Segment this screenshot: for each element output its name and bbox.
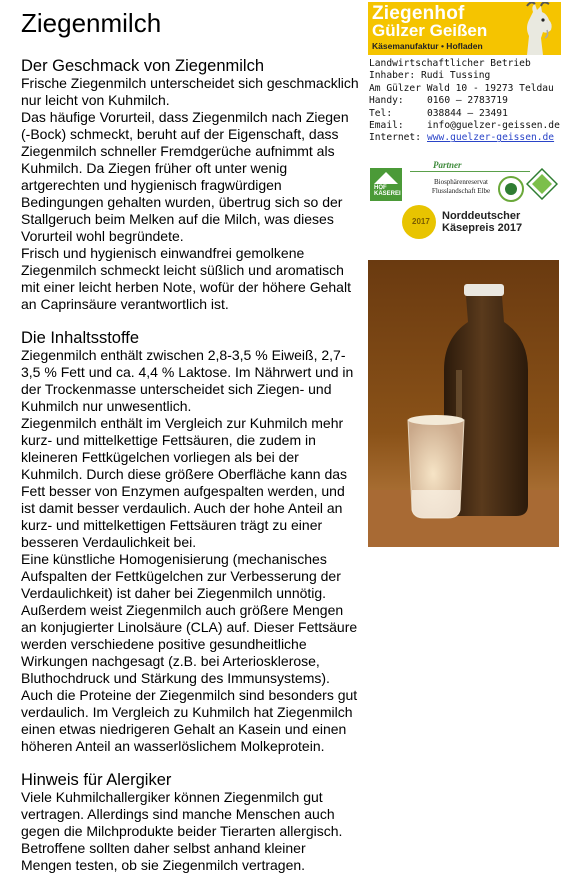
address-line: Am Gülzer Wald 10 - 19273 Teldau [369, 82, 554, 94]
paragraph: Das häufige Vorurteil, dass Ziegenmilch nach Ziegen (-Bock) schmeckt, beruht auf der Eigenschaft, dass Ziegenmilch schneller Fremdgerüche aufnimmt als Kuhmilch. Da Ziegen früher oft unter wenig artgerechten und hygienisch fragwürdigen Bedingungen gehalten wurden, übertrug sich so der Stallgeruch beim Melken auf die Milch, was dieses Vorurteil wohl begründete. [21, 109, 349, 244]
section-allergiker [21, 772, 359, 874]
internet-label: Internet: [369, 132, 421, 144]
logo-line2: Gülzer Geißen [372, 21, 488, 40]
partner-block [368, 160, 560, 202]
tel-label: Tel: [369, 107, 393, 119]
handy-label: Handy: [369, 95, 404, 107]
paragraph: Frische Ziegenmilch unterscheidet sich geschmacklich nur leicht von Kuhmilch. [21, 75, 359, 108]
owner-line: Inhaber: Rudi Tussing [369, 70, 491, 82]
handy-row [369, 95, 560, 107]
biosphere-logo[interactable] [422, 178, 500, 196]
milk-bottle-photo [368, 260, 559, 547]
house-icon [370, 168, 402, 186]
paragraph: Ziegenmilch enthält zwischen 2,8-3,5 % Eiweiß, 2,7-3,5 % Fett und ca. 4,4 % Laktose. Im Nährwert und in der Trockenmasse unterscheidet sich Ziegen- und Kuhmilch nur unwesentlich. [21, 347, 354, 414]
ziegenhof-logo[interactable] [368, 2, 561, 55]
paragraph: Auch die Proteine der Ziegenmilch sind besonders gut verdaulich. Im Vergleich zu Kuhmilch hat Ziegenmilch einen etwas niedrigeren Gehalt an Kasein und einen höheren Anteil an wasserlöslichem Molkeprotein. [21, 687, 358, 754]
paragraph: Viele Kuhmilchallergiker können Ziegenmilch gut vertragen. Allerdings sind manche Menschen auch gegen die Milchprodukte beider Tierarten allergisch. Betroffene sollten daher selbst anhand kleiner Mengen testen, ob sie Ziegenmilch vertragen. [21, 789, 343, 873]
tel-row [369, 108, 560, 120]
medal-icon [402, 205, 436, 239]
main-content [21, 8, 359, 891]
paragraph: Frisch und hygienisch einwandfrei gemolkene Ziegenmilch schmeckt leicht süßlich und aromatisch mit einer leicht herben Note, wofür der höhere Gehalt an Caprinsäure verantwortlich ist. [21, 245, 351, 312]
partner-title: Partner [433, 160, 462, 170]
section-inhaltsstoffe [21, 330, 359, 755]
logo-line1: Ziegenhof [372, 3, 465, 24]
award-line2: Käsepreis 2017 [442, 222, 523, 234]
regional-badge-icon[interactable] [526, 168, 558, 200]
section-heading: Die Inhaltsstoffe [21, 329, 140, 347]
section-heading: Der Geschmack von Ziegenmilch [21, 57, 265, 75]
goat-icon [507, 2, 561, 55]
partner-divider [410, 171, 530, 172]
hof-label: HOF KÄSEREI [374, 185, 401, 197]
bio-line1: Biosphärenreservat [433, 178, 489, 186]
eco-badge-icon[interactable] [498, 176, 524, 202]
paragraph: Außerdem weist Ziegenmilch auch größere Mengen an konjugierter Linolsäure (CLA) auf. Dieser Fettsäure werden verschiedene positive gesundheitliche Wirkungen nachgesagt (z.B. bei Arteriosklerose, Bluthochdruck und Stärkung des Immunsystems). [21, 602, 358, 686]
award-block [402, 205, 562, 241]
paragraph: Ziegenmilch enthält im Vergleich zur Kuhmilch mehr kurz- und mittelkettige Fettsäuren, die zudem in kleineren Fettkügelchen vorliegen als bei der Kuhmilch. Durch diese größere Oberfläche kann das Fett besser von Enzymen aufgespalten werden, und ist damit besser verdaulich. Auch der hohe Anteil an kurz- und mittelkettigen Fettsäuren trägt zu einer besseren Verdaulichkeit bei. [21, 415, 348, 550]
email-value: info@guelzer-geissen.de [427, 120, 560, 132]
paragraph: Eine künstliche Homogenisierung (mechanisches Aufspalten der Fettkügelchen zur Verbesserung der Verdaulichkeit) ist daher bei Ziegenmilch unnötig. [21, 551, 341, 601]
handy-value: 0160 – 2783719 [427, 95, 508, 107]
hof-kaeserei-logo[interactable] [370, 168, 402, 201]
tel-value: 038844 – 23491 [427, 107, 508, 119]
award-line1: Norddeutscher [442, 210, 521, 222]
internet-row [369, 132, 560, 144]
logo-line3: Käsemanufaktur • Hofladen [372, 41, 483, 51]
website-link[interactable]: www.guelzer-geissen.de [427, 132, 555, 144]
section-heading: Hinweis für Alergiker [21, 771, 172, 789]
medal-year: 2017 [412, 217, 430, 226]
business-line: Landwirtschaftlicher Betrieb [369, 58, 531, 69]
contact-block [369, 58, 560, 145]
section-geschmack [21, 58, 359, 313]
page-title: Ziegenmilch [21, 8, 162, 38]
email-label: Email: [369, 120, 404, 132]
bio-line2: Flusslandschaft Elbe [431, 187, 491, 195]
milk-bottle-image [368, 260, 559, 547]
email-row [369, 120, 560, 132]
